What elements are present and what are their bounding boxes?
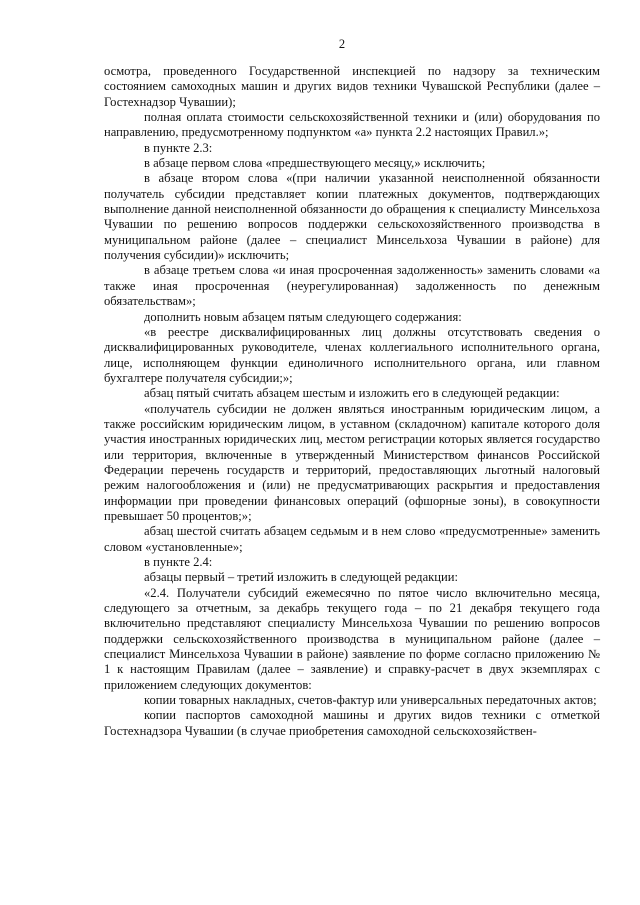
paragraph: «2.4. Получатели субсидий ежемесячно по пятое число включительно месяца, следующего за отчетным, за декабрь текущего года – по 21 декабря текущего года включительно представляют специалисту Минсельхоза Чувашии по решению вопросов поддержки сельскохозяйственного производства в муниципальном районе (далее – специалист Минсельхоза Чувашии в районе) заявление по форме согласно приложению № 1 к настоящим Правилам (далее – заявление) и справку-расчет в двух экземплярах с приложением следующих документов: (104, 585, 600, 692)
paragraph: в пункте 2.3: (144, 140, 213, 155)
paragraph: в пункте 2.4: (144, 555, 213, 569)
paragraph: полная оплата стоимости сельскохозяйственной техники и (или) оборудования по направлению, предусмотренному подпунктом «а» пункта 2.2 настоящих Правил.»; (104, 110, 600, 140)
paragraph: абзац шестой считать абзацем седьмым и в нем слово «предусмотренные» заменить словом «установленные»; (104, 524, 600, 554)
paragraph: абзацы первый – третий изложить в следующей редакции: (144, 570, 459, 585)
paragraph: абзац пятый считать абзацем шестым и изложить его в следующей редакции: (144, 386, 560, 401)
paragraph: «получатель субсидии не должен являться иностранным юридическим лицом, а также российским юридическим лицом, в уставном (складочном) капитале которого доля участия иностранных юридических лиц, местом регистрации которых является государство или территория, включенные в утвержденный Министерством финансов Российской Федерации перечень государств и территорий, предоставляющих льготный налоговый режим налогообложения и (или) не предусматривающих раскрытия и предоставления информации при проведении финансовых операций (офшорные зоны), в совокупности превышает 50 процентов;»; (104, 401, 600, 523)
paragraph: в абзаце втором слова «(при наличии указанной неисполненной обязанности получатель субсидии представляет копии платежных документов, подтверждающих выполнение данной неисполненной обязанности до обращения к специалисту Минсельхоза Чувашии по решению вопросов поддержки сельскохозяйственного производства в муниципальном районе (далее – специалист Минсельхоза Чувашии в районе) для получения субсидии)» исключить; (104, 171, 600, 263)
paragraph: копии товарных накладных, счетов-фактур или универсальных передаточных актов; (144, 693, 597, 708)
paragraph: осмотра, проведенного Государственной инспекцией по надзору за техническим состоянием самоходных машин и других видов техники Чувашской Республики (далее – Гостехнадзор Чувашии); (104, 64, 600, 109)
document-body (104, 64, 600, 739)
paragraph: в абзаце третьем слова «и иная просроченная задолженность» заменить словами «а также иная просроченная (неурегулированная) задолженность по денежным обязательствам»; (104, 263, 600, 309)
paragraph: копии паспортов самоходной машины и других видов техники с отметкой Гостехнадзора Чувашии (в случае приобретения самоходной сельскохозяйствен- (104, 708, 600, 738)
paragraph: «в реестре дисквалифицированных лиц должны отсутствовать сведения о дисквалифицированных руководителе, членах коллегиального исполнительного органа, лице, исполняющем функции единоличного исполнительного органа, или главном бухгалтере получателя субсидии;»; (104, 324, 600, 385)
paragraph: в абзаце первом слова «предшествующего месяцу,» исключить; (144, 156, 486, 171)
page-number: 2 (338, 37, 346, 51)
paragraph: дополнить новым абзацем пятым следующего содержания: (144, 309, 462, 324)
